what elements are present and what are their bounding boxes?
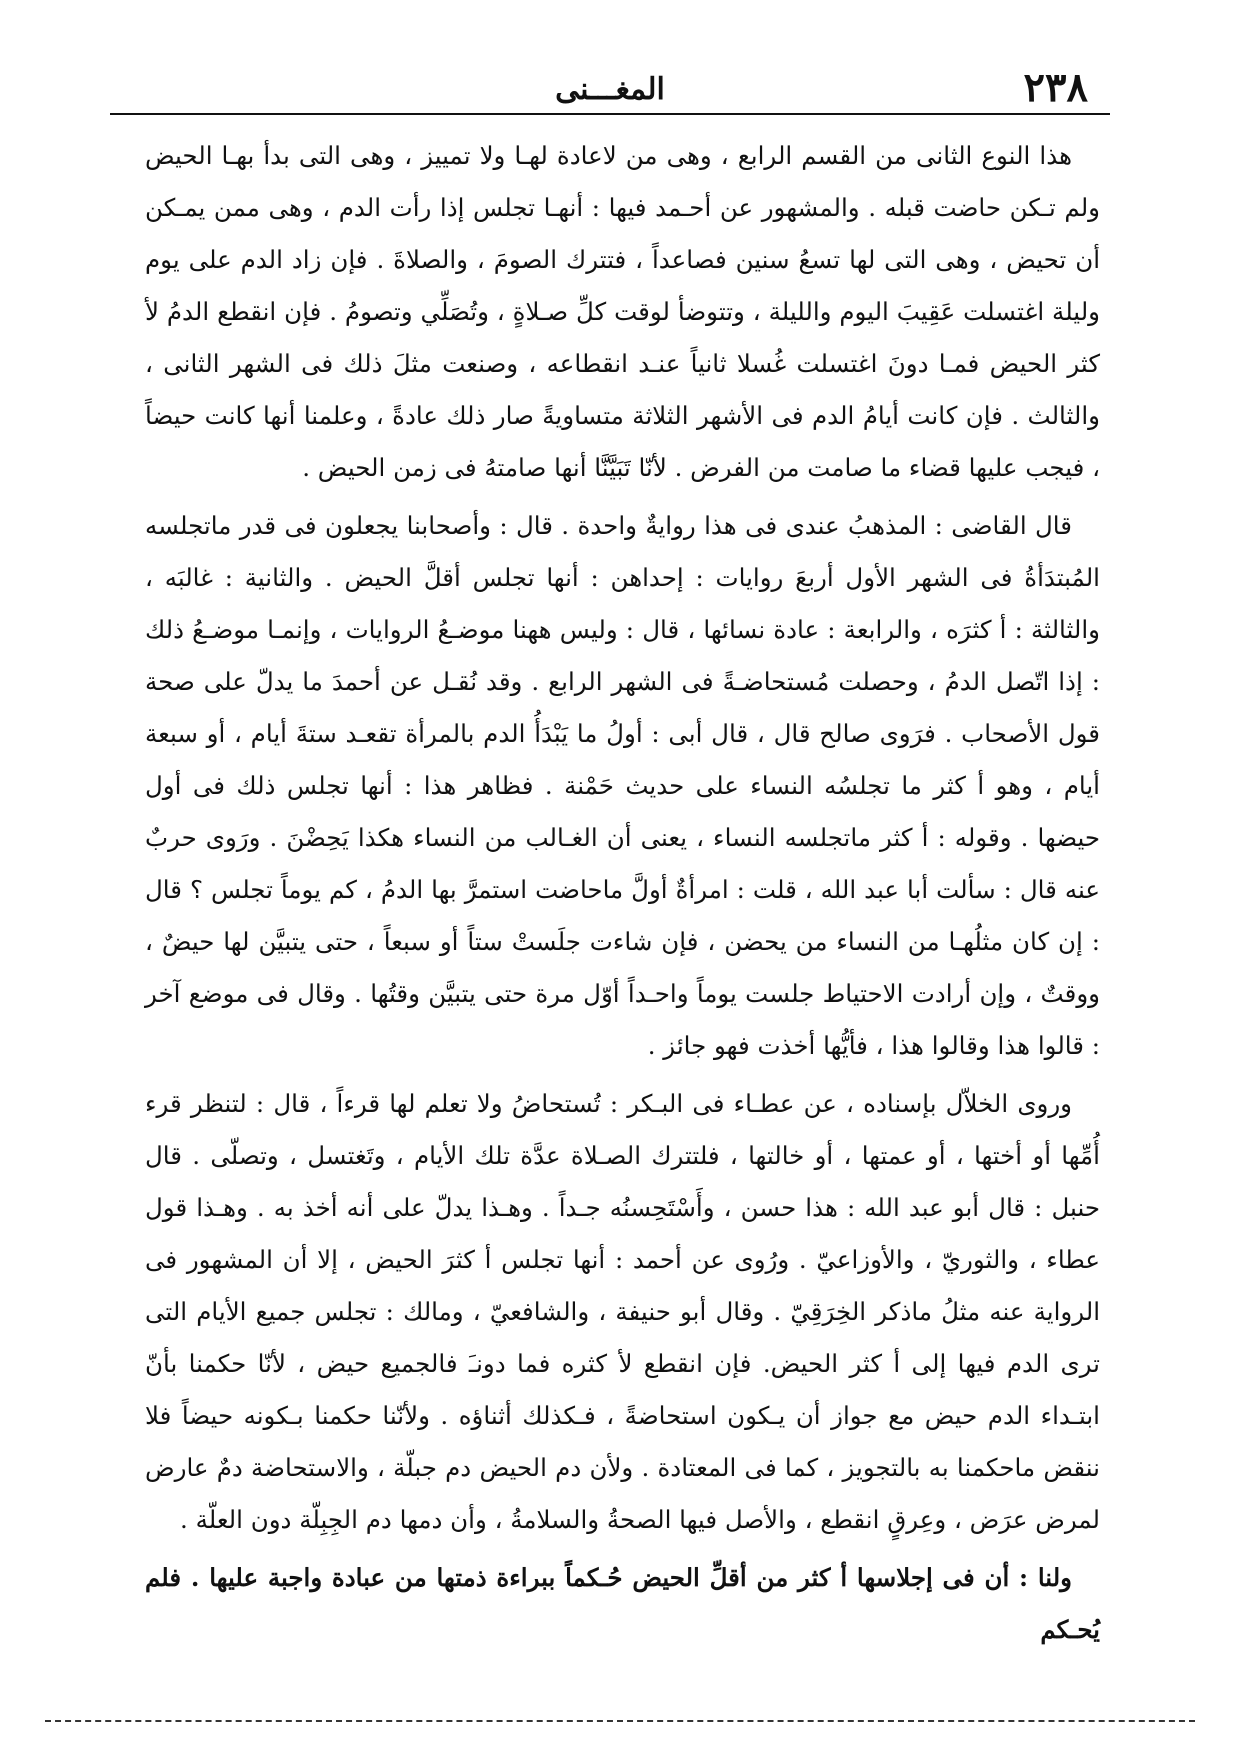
running-title: المغـــنى: [555, 72, 665, 107]
paragraph: ولنا : أن فى إجلاسها أ كثر من أقلِّ الحيض حُـكماً ببراءة ذمتها من عبادة واجبة عليها . فلم يُحـكم: [145, 1563, 1100, 1644]
paragraph: وروى الخلاّل بإسناده ، عن عطـاء فى البـكر : تُستحاضُ ولا تعلم لها قرءاً ، قال : لتنظر قرء أُمِّها أو أختها ، أو عمتها ، أو خالتها ، فلتترك الصـلاة عدَّة تلك الأيام ، وتَغتسل ، وتصلّى . قال حنبل : قال أبو عبد الله : هذا حسن ، وأَسْتَحِسنُه جـداً . وهـذا يدلّ على أنه أخذ به . وهـذا قول عطاء ، والثوريّ ، والأوزاعيّ . ورُوى عن أحمد : أنها تجلس أ كثرَ الحيض ، إلا أن المشهور فى الرواية عنه مثلُ ماذكر الخِرَقِيّ . وقال أبو حنيفة ، والشافعيّ ، ومالك : تجلس جميع الأيام التى ترى الدم فيها إلى أ كثر الحيض. فإن انقطع لأ كثره فما دونـَ فالجميع حيض ، لأنّا حكمنا بأنّ ابتـداء الدم حيض مع جواز أن يـكون استحاضةً ، فـكذلك أثناؤه . ولأنّنا حكمنا بـكونه حيضاً فلا ننقض ماحكمنا به بالتجويز ، كما فى المعتادة . ولأن دم الحيض دم جبلّة ، والاستحاضة دمٌ عارض لمرض عرَض ، وعِرقٍ انقطع ، والأصل فيها الصحةُ والسلامةُ ، وأن دمها دم الجِبِلّة دون العلّة .: [145, 1089, 1100, 1534]
body-text: [145, 130, 1100, 1662]
paragraph: هذا النوع الثانى من القسم الرابع ، وهى من لاعادة لهـا ولا تمييز ، وهى التى بدأ بهـا الحيض ولم تـكن حاضت قبله . والمشهور عن أحـمد فيها : أنهـا تجلس إذا رأت الدم ، وهى ممن يمـكن أن تحيض ، وهى التى لها تسعُ سنين فصاعداً ، فتترك الصومَ ، والصلاةَ . فإن زاد الدم على يوم وليلة اغتسلت عَقِيبَ اليوم والليلة ، وتتوضأ لوقت كلِّ صـلاةٍ ، وتُصَلِّي وتصومُ . فإن انقطع الدمُ لأ كثر الحيض فمـا دونَ اغتسلت غُسلا ثانياً عنـد انقطاعه ، وصنعت مثلَ ذلك فى الشهر الثانى ، والثالث . فإن كانت أيامُ الدم فى الأشهر الثلاثة متساويةً صار ذلك عادةً ، وعلمنا أنها كانت حيضاً ، فيجب عليها قضاء ما صامت من الفرض . لأنّا تَبَيَّنَّا أنها صامتهُ فى زمن الحيض .: [145, 141, 1100, 482]
page-number: ٢٣٨: [1023, 64, 1088, 111]
footer-divider: [45, 1720, 1195, 1722]
page-header: [110, 58, 1110, 115]
paragraph: قال القاضى : المذهبُ عندى فى هذا روايةٌ واحدة . قال : وأصحابنا يجعلون فى قدر ماتجلسه المُبتدَأةُ فى الشهر الأول أربعَ روايات : إحداهن : أنها تجلس أقلَّ الحيض . والثانية : غالبَه ، والثالثة : أ كثرَه ، والرابعة : عادة نسائها ، قال : وليس ههنا موضـعُ الروايات ، وإنمـا موضـعُ ذلك : إذا اتّصل الدمُ ، وحصلت مُستحاضـةً فى الشهر الرابع . وقد نُقـل عن أحمدَ ما يدلّ على صحة قول الأصحاب . فرَوى صالح قال ، قال أبى : أولُ ما يَبْدَأُ الدم بالمرأة تقعـد ستةَ أيام ، أو سبعة أيام ، وهو أ كثر ما تجلسُه النساء على حديث حَمْنة . فظاهر هذا : أنها تجلس ذلك فى أول حيضها . وقوله : أ كثر ماتجلسه النساء ، يعنى أن الغـالب من النساء هكذا يَحِضْنَ . ورَوى حربٌ عنه قال : سألت أبا عبد الله ، قلت : امرأةٌ أولَّ ماحاضت استمرَّ بها الدمُ ، كم يوماً تجلس ؟ قال : إن كان مثلُهـا من النساء من يحضن ، فإن شاءت جلَستْ ستاً أو سبعاً ، حتى يتبيَّن لها حيضٌ ، ووقتٌ ، وإن أرادت الاحتياط جلست يوماً واحـداً أوّل مرة حتى يتبيَّن وقتُها . وقال فى موضع آخر : قالوا هذا وقالوا هذا ، فأيُّها أخذت فهو جائز .: [145, 511, 1100, 1060]
